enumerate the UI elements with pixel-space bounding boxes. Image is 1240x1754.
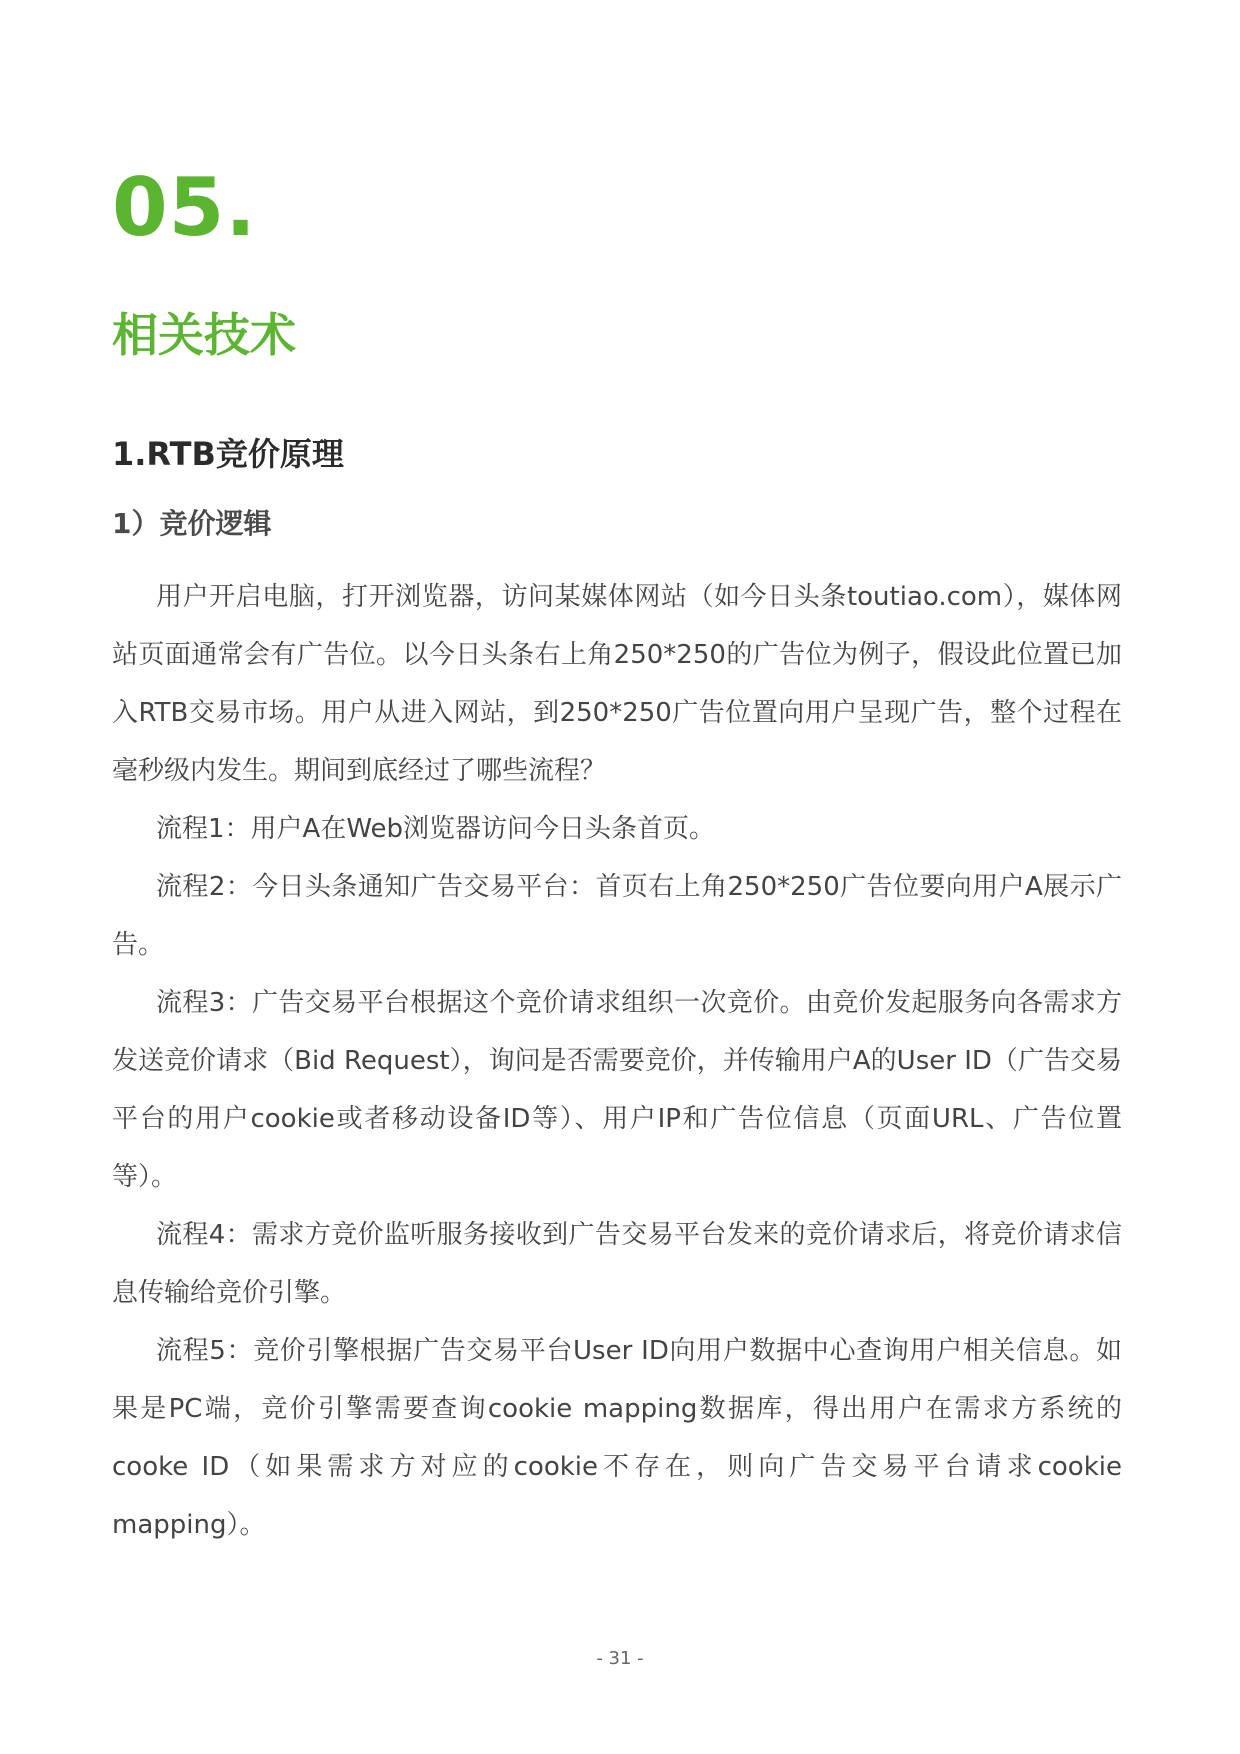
paragraph-intro: 用户开启电脑，打开浏览器，访问某媒体网站（如今日头条toutiao.com），媒体网站页面通常会有广告位。以今日头条右上角250*250的广告位为例子，假设此位置已加入RTB交易市场。用户从进入网站，到250*250广告位置向用户呈现广告，整个过程在毫秒级内发生。期间到底经过了哪些流程？ — [112, 582, 1122, 786]
chapter-number: 05. — [112, 161, 257, 254]
paragraph-step-2: 流程2：今日头条通知广告交易平台：首页右上角250*250广告位要向用户A展示广告。 — [112, 872, 1122, 960]
chapter-title: 相关技术 — [112, 308, 296, 362]
paragraph-step-4: 流程4：需求方竞价监听服务接收到广告交易平台发来的竞价请求后，将竞价请求信息传输给竞价引擎。 — [112, 1220, 1122, 1308]
body-text — [112, 568, 1122, 1554]
paragraph-step-1: 流程1：用户A在Web浏览器访问今日头条首页。 — [156, 814, 716, 844]
section-title: 1.RTB竞价原理 — [112, 435, 344, 473]
subsection-title: 1）竞价逻辑 — [112, 507, 272, 540]
page-number: - 31 - — [596, 1648, 644, 1669]
paragraph-step-3: 流程3：广告交易平台根据这个竞价请求组织一次竞价。由竞价发起服务向各需求方发送竞价请求（Bid Request），询问是否需要竞价，并传输用户A的User ID（广告交易平台的用户cookie或者移动设备ID等）、用户IP和广告位信息（页面URL、广告位置等）。 — [112, 988, 1122, 1192]
paragraph-step-5: 流程5：竞价引擎根据广告交易平台User ID向用户数据中心查询用户相关信息。如果是PC端，竞价引擎需要查询cookie mapping数据库，得出用户在需求方系统的cooke ID（如果需求方对应的cookie不存在，则向广告交易平台请求cookie mapping）。 — [112, 1336, 1122, 1540]
